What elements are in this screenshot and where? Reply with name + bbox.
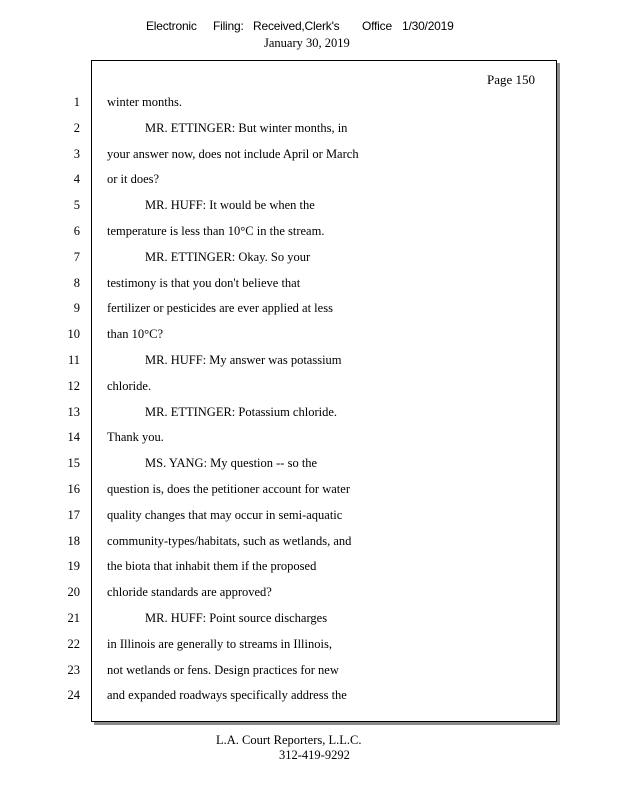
line-number: 1 — [73, 95, 80, 109]
line-number: 23 — [67, 662, 80, 677]
line-number: 6 — [73, 223, 80, 238]
transcript-line: the biota that inhabit them if the proposed — [107, 559, 317, 574]
transcript-line: chloride standards are approved? — [107, 585, 272, 600]
transcript-line: in Illinois are generally to streams in Illinois, — [107, 636, 332, 651]
filing-office-text: Office — [362, 19, 392, 33]
transcript-line: MR. ETTINGER: Okay. So your — [145, 249, 311, 264]
transcript-line: MR. ETTINGER: Potassium chloride. — [145, 404, 337, 419]
transcript-line: chloride. — [107, 378, 152, 393]
line-number: 13 — [67, 404, 80, 419]
transcript-line: MS. YANG: My question -- so the — [145, 456, 318, 471]
transcript-line: MR. HUFF: Point source discharges — [145, 610, 328, 625]
reporter-name: L.A. Court Reporters, L.L.C. — [216, 733, 362, 747]
transcript-line: winter months. — [107, 95, 182, 109]
line-number: 22 — [67, 636, 80, 651]
line-number: 4 — [73, 172, 80, 187]
filing-received-text: Received,Clerk's — [253, 19, 340, 33]
filing-label-text: Filing: — [213, 19, 244, 33]
line-number: 19 — [67, 559, 80, 574]
line-number: 10 — [67, 327, 80, 342]
line-number: 24 — [67, 688, 80, 703]
line-number: 18 — [67, 533, 80, 548]
filing-electronic-text: Electronic — [146, 19, 197, 33]
line-number: 17 — [67, 507, 80, 522]
transcript-line: and expanded roadways specifically address the — [107, 688, 347, 703]
page-number: Page 150 — [486, 72, 535, 87]
line-number: 3 — [73, 146, 80, 161]
transcript-line: MR. HUFF: It would be when the — [145, 198, 315, 213]
line-number: 14 — [67, 430, 80, 445]
reporter-phone: 312-419-9292 — [279, 748, 350, 762]
line-number: 15 — [67, 456, 80, 471]
transcript-line: Thank you. — [107, 430, 164, 445]
line-number: 8 — [73, 275, 80, 290]
transcript-line: not wetlands or fens. Design practices for new — [107, 662, 339, 677]
line-number-column — [56, 93, 80, 712]
filing-date-short: 1/30/2019 — [402, 19, 454, 33]
transcript-line: temperature is less than 10°C in the stream. — [107, 223, 325, 238]
filing-header — [0, 19, 618, 51]
filing-date-long: January 30, 2019 — [264, 36, 350, 50]
reporter-footer — [0, 733, 618, 773]
line-number: 5 — [73, 198, 80, 213]
transcript-line: quality changes that may occur in semi-aquatic — [107, 507, 343, 522]
transcript-line: fertilizer or pesticides are ever applied at less — [107, 301, 333, 316]
line-number: 12 — [67, 378, 80, 393]
line-number: 2 — [73, 120, 80, 135]
transcript-line: your answer now, does not include April or March — [107, 146, 359, 161]
transcript-line: or it does? — [107, 172, 160, 187]
line-number: 7 — [73, 249, 80, 264]
transcript-line: than 10°C? — [107, 327, 164, 342]
line-number: 9 — [73, 301, 80, 316]
transcript-line: question is, does the petitioner account for water — [107, 481, 350, 496]
line-number: 11 — [67, 352, 80, 367]
line-number: 20 — [67, 585, 80, 600]
transcript-line: community-types/habitats, such as wetlands, and — [107, 533, 352, 548]
transcript-text-column — [107, 93, 547, 712]
transcript-line: MR. ETTINGER: But winter months, in — [145, 120, 348, 135]
transcript-line: testimony is that you don't believe that — [107, 275, 301, 290]
line-number: 21 — [67, 610, 80, 625]
line-number: 16 — [67, 481, 80, 496]
filing-stamp-line — [0, 19, 618, 35]
transcript-line: MR. HUFF: My answer was potassium — [145, 352, 342, 367]
